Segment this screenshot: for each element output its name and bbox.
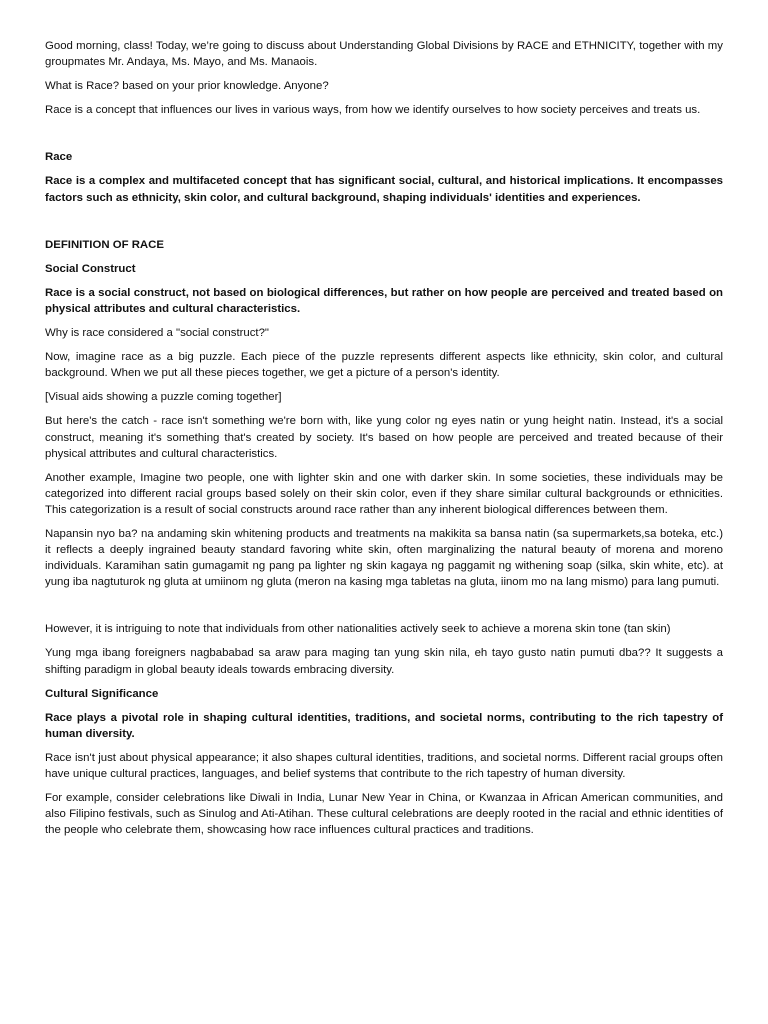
- celebrations-paragraph: For example, consider celebrations like Diwali in India, Lunar New Year in China, or Kwanzaa in African American communities, and also Filipino festivals, such as Sinulog and Ati-Atihan. These cultural celebrations are deeply rooted in the racial and ethnic identities of the people who celebrate them, showcasing how race influences cultural practices and traditions.: [45, 792, 723, 837]
- definition-of-race-heading: DEFINITION OF RACE: [45, 238, 164, 251]
- example-paragraph: Another example, Imagine two people, one with lighter skin and one with darker skin. In some societies, these individuals may be categorized into different racial groups based solely on their skin color, even if they share similar cultural backgrounds or ethnicities. This categorization is a result of social constructs around race rather than any inherent biological differences between them.: [45, 471, 723, 516]
- puzzle-paragraph: Now, imagine race as a big puzzle. Each piece of the puzzle represents different aspects like ethnicity, skin color, and cultural background. When we put all these pieces together, we get a picture of a person's identity.: [45, 351, 723, 380]
- intro-paragraph: Good morning, class! Today, we’re going to discuss about Understanding Global Divisions by RACE and ETHNICITY, together with my groupmates Mr. Andaya, Ms. Mayo, and Ms. Manaois.: [45, 40, 723, 69]
- cultural-significance-definition: Race plays a pivotal role in shaping cultural identities, traditions, and societal norms, contributing to the rich tapestry of human diversity.: [45, 711, 723, 740]
- why-social-construct-paragraph: Why is race considered a "social construct?": [45, 327, 269, 340]
- race-heading: Race: [45, 151, 73, 164]
- race-definition-bold: Race is a complex and multifaceted concept that has significant social, cultural, and historical implications. It encompasses factors such as ethnicity, skin color, and cultural background, shaping individuals' identities and experiences.: [45, 175, 723, 204]
- social-construct-definition: Race is a social construct, not based on biological differences, but rather on how people are perceived and treated based on physical attributes and cultural characteristics.: [45, 286, 723, 315]
- race-concept-paragraph: Race is a concept that influences our lives in various ways, from how we identify ourselves to how society perceives and treats us.: [45, 104, 701, 117]
- whitening-paragraph: Napansin nyo ba? na andaming skin whitening products and treatments na makikita sa bansa natin (sa supermarkets,sa boteka, etc.) it reflects a deeply ingrained beauty standard favoring white skin, often marginalizing the natural beauty of morena and moreno individuals. Karamihan satin gumagamit ng pang pa lighter ng skin kagaya ng paggamit ng withening soap (silka, skin white, etc). at yung iba nagtuturok ng gluta at umiinom ng gluta (meron na kasing mga tabletas na gluta, iinom mo na lang mismo) para lang pumuti.: [45, 527, 723, 589]
- foreigners-paragraph: Yung mga ibang foreigners nagbababad sa araw para maging tan yung skin nila, eh tayo gusto natin pumuti dba?? It suggests a shifting paradigm in global beauty ideals towards embracing diversity.: [45, 647, 723, 676]
- visual-aids-note: [Visual aids showing a puzzle coming together]: [45, 391, 282, 404]
- document-page: [45, 38, 723, 846]
- catch-paragraph: But here's the catch - race isn't something we're born with, like yung color ng eyes natin or yung height natin. Instead, it's a social construct, meaning it's something that's created by society. It's based on how people are perceived and treated because of their physical attributes and cultural characteristics.: [45, 415, 723, 460]
- cultural-identities-paragraph: Race isn't just about physical appearance; it also shapes cultural identities, traditions, and societal norms. Different racial groups often have unique cultural practices, languages, and belief systems that contribute to the rich tapestry of human diversity.: [45, 751, 723, 780]
- question-paragraph: What is Race? based on your prior knowledge. Anyone?: [45, 80, 329, 93]
- cultural-significance-heading: Cultural Significance: [45, 687, 159, 700]
- morena-paragraph: However, it is intriguing to note that individuals from other nationalities actively seek to achieve a morena skin tone (tan skin): [45, 623, 671, 636]
- social-construct-heading: Social Construct: [45, 262, 136, 275]
